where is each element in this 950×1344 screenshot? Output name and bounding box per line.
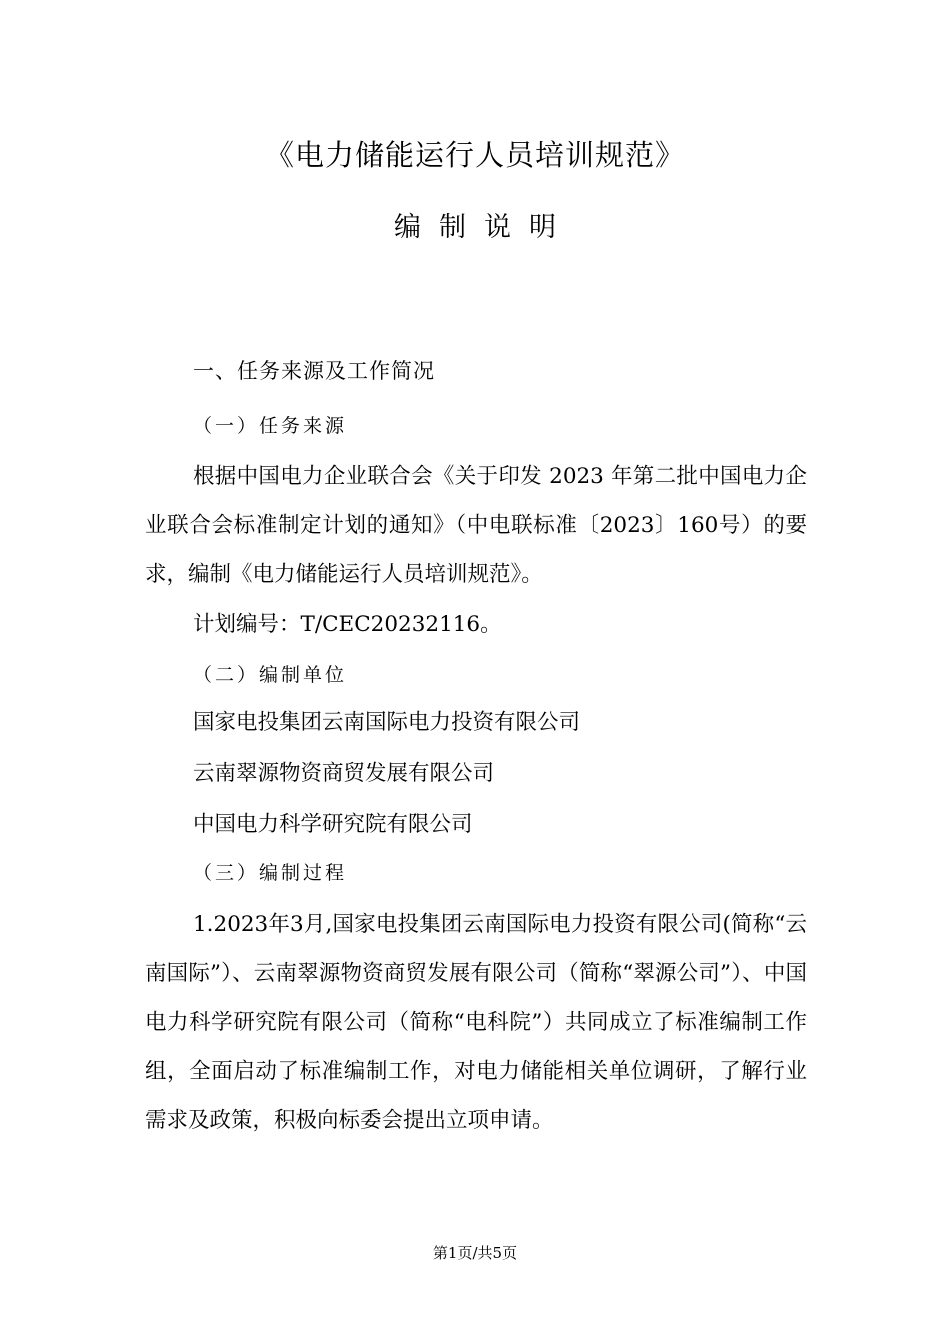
document-title: 《电力储能运行人员培训规范》 bbox=[264, 138, 685, 172]
document-subtitle: 编制说明 bbox=[394, 212, 574, 243]
subsection-heading-task-source: （一）任务来源 bbox=[193, 415, 348, 437]
unit-item: 云南翠源物资商贸发展有限公司 bbox=[193, 761, 495, 786]
unit-item: 国家电投集团云南国际电力投资有限公司 bbox=[193, 710, 581, 735]
page-footer: 第1页/共5页 bbox=[432, 1244, 518, 1262]
section-heading-1: 一、任务来源及工作简况 bbox=[193, 359, 435, 383]
subsection-heading-process: （三）编制过程 bbox=[193, 862, 348, 884]
process-paragraph: 1.2023年3月,国家电投集团云南国际电力投资有限公司(简称“云南国际”）、云南翠源物资商贸发展有限公司（简称“翠源公司”）、中国电力科学研究院有限公司（简称“电科院”）共同成立了标准编制工作组，全面启动了标准编制工作，对电力储能相关单位调研，了解行业需求及政策，积极向标委会提出立项申请。 bbox=[145, 912, 807, 1133]
plan-number: 计划编号：T/CEC20232116。 bbox=[193, 612, 502, 637]
unit-item: 中国电力科学研究院有限公司 bbox=[193, 812, 473, 837]
subsection-heading-units: （二）编制单位 bbox=[193, 664, 348, 686]
task-source-paragraph: 根据中国电力企业联合会《关于印发 2023 年第二批中国电力企业联合会标准制定计划的通知》（中电联标准〔2023〕160号）的要求，编制《电力储能运行人员培训规范》。 bbox=[145, 464, 807, 587]
